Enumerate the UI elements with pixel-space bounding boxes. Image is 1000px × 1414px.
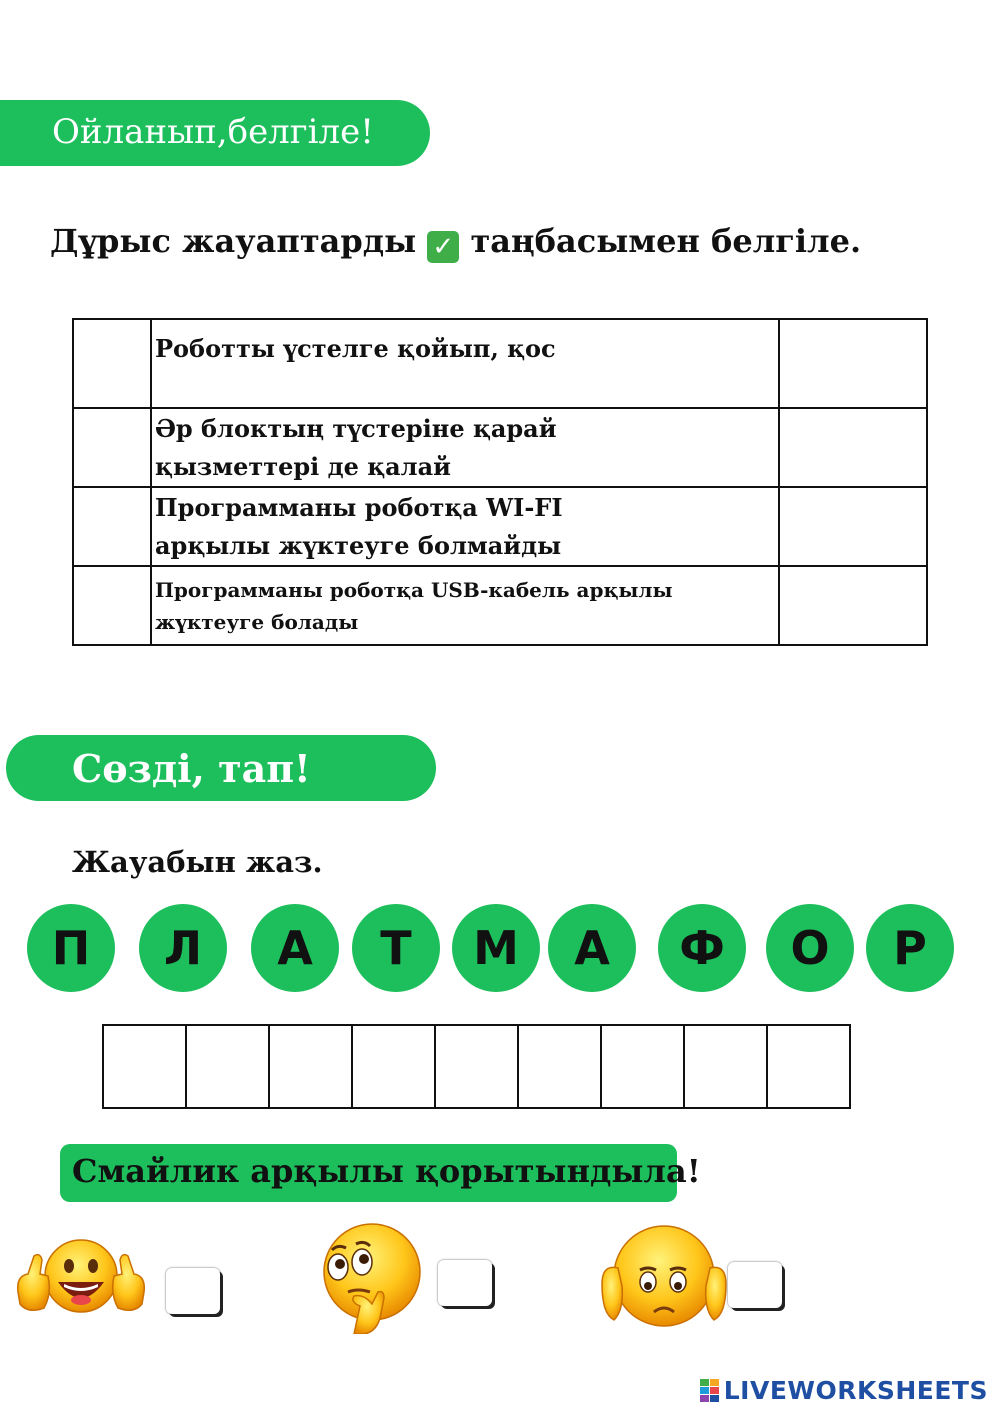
section1-title-pill <box>0 100 430 166</box>
thumbs-up-smiley-icon <box>14 1234 148 1320</box>
check-mark-icon: ✓ <box>427 231 459 263</box>
instruction-text-after: таңбасымен белгіле. <box>470 222 862 260</box>
answer-cell[interactable] <box>779 319 927 408</box>
left-cell <box>73 487 151 566</box>
instruction-text-before: Дұрыс жауаптарды <box>50 222 417 260</box>
left-cell <box>73 408 151 487</box>
letter-circle: Р <box>866 904 954 992</box>
answer-letter-box[interactable] <box>600 1024 685 1109</box>
table-row <box>73 319 927 408</box>
answer-cell[interactable] <box>779 487 927 566</box>
smiley-checkbox[interactable] <box>728 1262 782 1308</box>
letter-circle: М <box>452 904 540 992</box>
statement-line: Әр блоктың түстеріне қарай <box>155 413 557 443</box>
statement-line: Программаны роботқа WI-FI <box>155 492 563 522</box>
section3-title: Смайлик арқылы қорытындыла! <box>72 1152 701 1190</box>
answer-cell[interactable] <box>779 566 927 645</box>
sad-smiley-icon <box>600 1224 728 1328</box>
statement-cell <box>151 319 779 408</box>
answer-cell[interactable] <box>779 408 927 487</box>
answer-letter-box[interactable] <box>185 1024 270 1109</box>
statement-cell <box>151 408 779 487</box>
statement-cell <box>151 566 779 645</box>
statement-line: жүктеуге болады <box>155 609 359 634</box>
section1-instruction <box>50 222 861 263</box>
statement-line: Роботты үстелге қойып, қос <box>155 334 556 363</box>
answer-letter-box[interactable] <box>683 1024 768 1109</box>
answer-letter-box[interactable] <box>766 1024 851 1109</box>
statement-line: Программаны роботқа USB-кабель арқылы <box>155 577 673 602</box>
table-row <box>73 487 927 566</box>
answer-letter-box[interactable] <box>102 1024 187 1109</box>
section1-title: Ойланып,белгіле! <box>52 112 374 152</box>
liveworksheets-logo-icon <box>700 1379 720 1403</box>
section2-title: Сөзді, тап! <box>72 746 311 791</box>
statement-cell <box>151 487 779 566</box>
smiley-checkbox[interactable] <box>166 1268 220 1314</box>
section2-title-pill <box>6 735 436 801</box>
answer-letter-box[interactable] <box>517 1024 602 1109</box>
smiley-checkbox[interactable] <box>438 1260 492 1306</box>
table-row <box>73 566 927 645</box>
letter-circle: А <box>548 904 636 992</box>
section3-title-pill <box>60 1144 701 1202</box>
letter-circle: А <box>251 904 339 992</box>
footer-brand: LIVEWORKSHEETS <box>723 1376 988 1405</box>
statements-table <box>72 318 928 646</box>
left-cell <box>73 566 151 645</box>
letter-circle: Т <box>352 904 440 992</box>
answer-boxes <box>102 1024 851 1109</box>
left-cell <box>73 319 151 408</box>
letter-circle: Ф <box>658 904 746 992</box>
letter-circle: Л <box>139 904 227 992</box>
answer-letter-box[interactable] <box>434 1024 519 1109</box>
thinking-smiley-icon <box>314 1222 424 1334</box>
section2-instruction: Жауабын жаз. <box>72 845 323 879</box>
liveworksheets-logo <box>700 1376 988 1405</box>
answer-letter-box[interactable] <box>351 1024 436 1109</box>
statement-line: арқылы жүктеуге болмайды <box>155 530 562 560</box>
answer-letter-box[interactable] <box>268 1024 353 1109</box>
statement-line: қызметтері де қалай <box>155 451 451 481</box>
letter-circle: О <box>766 904 854 992</box>
letter-circle: П <box>27 904 115 992</box>
table-row <box>73 408 927 487</box>
